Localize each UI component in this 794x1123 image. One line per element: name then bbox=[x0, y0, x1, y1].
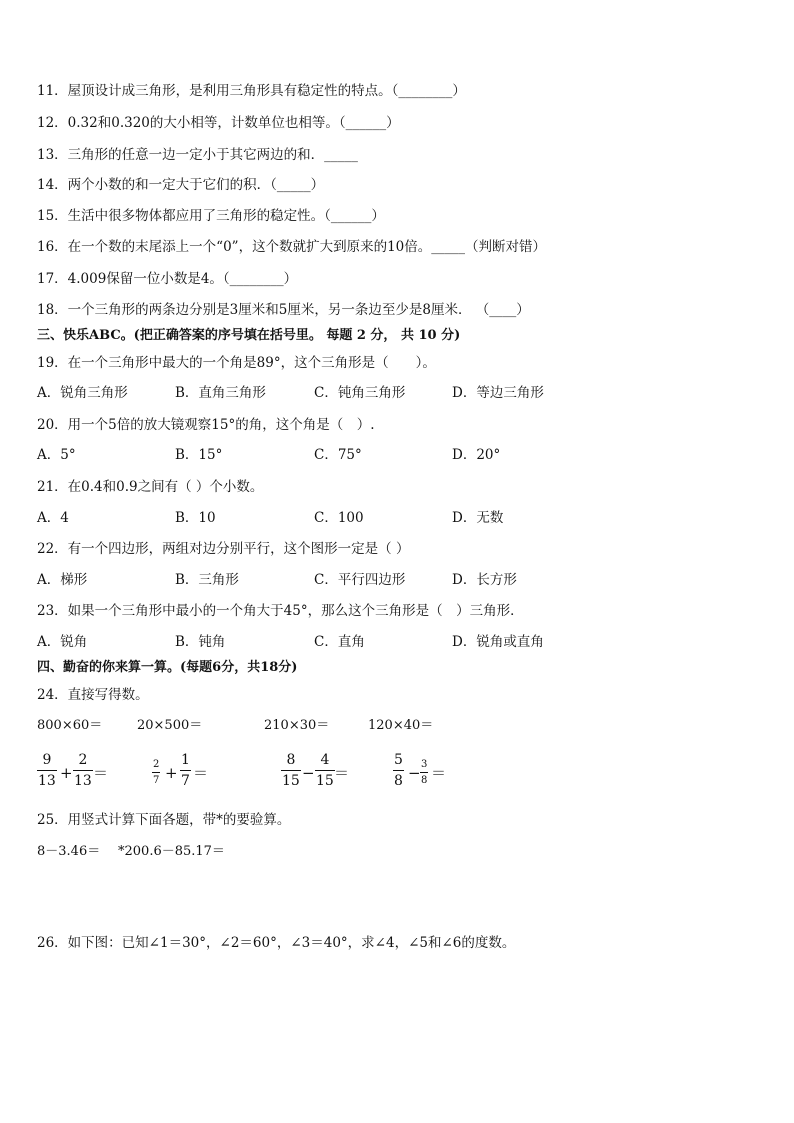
q19-option-a: A．锐角三角形 bbox=[37, 385, 128, 401]
fraction-4-equals: ＝ bbox=[431, 764, 447, 782]
numerator: 4 bbox=[320, 752, 330, 768]
q20-option-c: C．75° bbox=[314, 447, 362, 463]
q22-option-a: A．梯形 bbox=[37, 572, 88, 588]
denominator: 15 bbox=[282, 773, 300, 789]
q23-option-b: B．钝角 bbox=[175, 634, 226, 650]
denominator: 8 bbox=[394, 773, 403, 789]
vertical-calc-2: *200.6－85.17＝ bbox=[118, 844, 225, 859]
fraction-1a bbox=[37, 752, 57, 789]
fraction-1b bbox=[73, 752, 93, 789]
question-11: 11．屋顶设计成三角形，是利用三角形具有稳定性的特点。（________） bbox=[37, 83, 466, 99]
question-12: 12．0.32和0.320的大小相等，计数单位也相等。（______） bbox=[37, 115, 400, 131]
numerator: 5 bbox=[394, 752, 403, 768]
fraction-4b bbox=[420, 759, 428, 786]
question-21: 21．在0.4和0.9之间有（ ）个小数。 bbox=[37, 479, 264, 495]
q23-option-c: C．直角 bbox=[314, 634, 365, 650]
denominator: 7 bbox=[181, 773, 190, 789]
fraction-bar bbox=[281, 770, 301, 771]
numerator: 3 bbox=[421, 759, 428, 770]
mental-calc-4: 120×40＝ bbox=[368, 718, 434, 733]
numerator: 2 bbox=[153, 759, 160, 770]
question-15: 15．生活中很多物体都应用了三角形的稳定性。（______） bbox=[37, 208, 385, 224]
fraction-3-operator: − bbox=[302, 764, 315, 782]
question-17: 17．4.009保留一位小数是4。（________） bbox=[37, 271, 298, 287]
fraction-2a bbox=[152, 759, 160, 786]
q21-option-b: B．10 bbox=[175, 510, 216, 526]
fraction-3a bbox=[281, 752, 301, 789]
fraction-2b bbox=[180, 752, 191, 789]
q20-option-d: D．20° bbox=[452, 447, 501, 463]
fraction-bar bbox=[180, 770, 191, 771]
section-3-heading: 三、快乐ABC。(把正确答案的序号填在括号里。 每题 2 分， 共 10 分) bbox=[37, 328, 461, 343]
fraction-bar bbox=[37, 770, 57, 771]
fraction-4-operator: − bbox=[408, 764, 421, 782]
numerator: 2 bbox=[78, 752, 88, 768]
question-13: 13．三角形的任意一边一定小于其它两边的和．_____ bbox=[37, 147, 358, 163]
fraction-2-operator: + bbox=[165, 764, 178, 782]
fraction-1-equals: ＝ bbox=[93, 764, 109, 782]
question-23: 23．如果一个三角形中最小的一个角大于45°，那么这个三角形是（ ）三角形． bbox=[37, 603, 524, 619]
denominator: 15 bbox=[316, 773, 334, 789]
q20-option-a: A．5° bbox=[37, 447, 76, 463]
vertical-calc-1: 8－3.46＝ bbox=[37, 844, 101, 859]
section-4-heading: 四、勤奋的你来算一算。(每题6分，共18分) bbox=[37, 660, 298, 675]
mental-calc-1: 800×60＝ bbox=[37, 718, 103, 733]
denominator: 7 bbox=[153, 775, 160, 786]
question-26: 26．如下图：已知∠1＝30°，∠2＝60°，∠3＝40°，求∠4，∠5和∠6的度数。 bbox=[37, 935, 516, 951]
fraction-4a bbox=[393, 752, 404, 789]
mental-calc-3: 210×30＝ bbox=[264, 718, 330, 733]
question-20: 20．用一个5倍的放大镜观察15°的角，这个角是（ ）. bbox=[37, 417, 375, 433]
fraction-bar bbox=[73, 770, 93, 771]
question-25: 25．用竖式计算下面各题，带*的要验算。 bbox=[37, 812, 291, 828]
q22-option-c: C．平行四边形 bbox=[314, 572, 406, 588]
question-14: 14．两个小数的和一定大于它们的积．（_____） bbox=[37, 177, 325, 193]
q20-option-b: B．15° bbox=[175, 447, 223, 463]
question-19: 19．在一个三角形中最大的一个角是89°，这个三角形是（ ）。 bbox=[37, 355, 436, 371]
q22-option-d: D．长方形 bbox=[452, 572, 517, 588]
mental-calc-2: 20×500＝ bbox=[137, 718, 203, 733]
numerator: 9 bbox=[42, 752, 52, 768]
question-18: 18．一个三角形的两条边分别是3厘米和5厘米，另一条边至少是8厘米． （____） bbox=[37, 302, 530, 318]
q23-option-d: D．锐角或直角 bbox=[452, 634, 544, 650]
fraction-3b bbox=[315, 752, 335, 789]
question-22: 22．有一个四边形，两组对边分别平行，这个图形一定是（ ） bbox=[37, 541, 410, 557]
denominator: 13 bbox=[74, 773, 92, 789]
fraction-bar bbox=[420, 772, 428, 773]
fraction-bar bbox=[315, 770, 335, 771]
q19-option-b: B．直角三角形 bbox=[175, 385, 266, 401]
q22-option-b: B．三角形 bbox=[175, 572, 239, 588]
q21-option-c: C．100 bbox=[314, 510, 364, 526]
fraction-3-equals: ＝ bbox=[334, 764, 350, 782]
fraction-1-operator: + bbox=[60, 764, 73, 782]
q19-option-c: C．钝角三角形 bbox=[314, 385, 406, 401]
fraction-bar bbox=[393, 770, 404, 771]
fraction-bar bbox=[152, 772, 160, 773]
question-16: 16．在一个数的末尾添上一个“0”，这个数就扩大到原来的10倍。_____（判断对错） bbox=[37, 239, 546, 255]
q19-option-d: D．等边三角形 bbox=[452, 385, 544, 401]
denominator: 8 bbox=[421, 775, 428, 786]
fraction-2-equals: ＝ bbox=[193, 764, 209, 782]
question-24: 24．直接写得数。 bbox=[37, 687, 149, 703]
numerator: 8 bbox=[286, 752, 296, 768]
numerator: 1 bbox=[181, 752, 190, 768]
q21-option-d: D．无数 bbox=[452, 510, 504, 526]
q23-option-a: A．锐角 bbox=[37, 634, 88, 650]
denominator: 13 bbox=[38, 773, 56, 789]
q21-option-a: A．4 bbox=[37, 510, 69, 526]
